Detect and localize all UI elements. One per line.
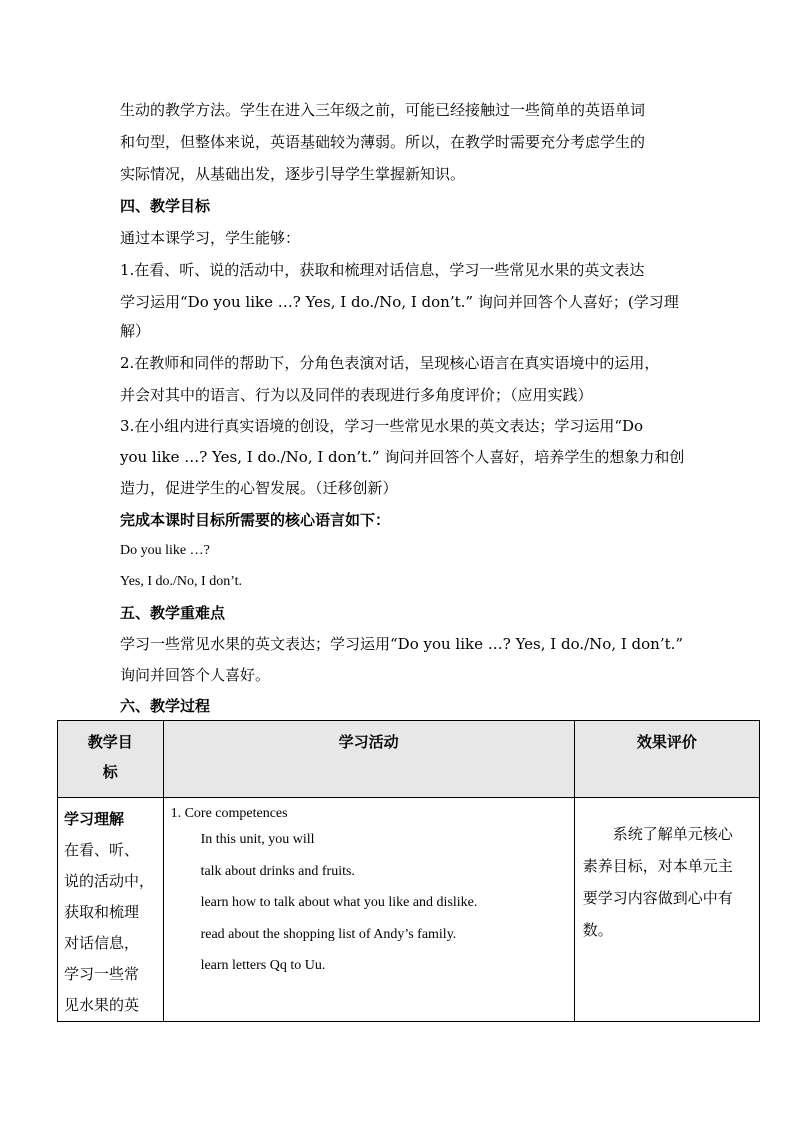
evaluation-line: 要学习内容做到心中有 (582, 889, 733, 907)
paragraph-line: 生动的教学方法。学生在进入三年级之前，可能已经接触过一些简单的英语单词 (120, 101, 646, 119)
section-heading-focus: 五、教学重难点 (120, 604, 226, 622)
header-cell-goal (58, 721, 164, 798)
activity-line: talk about drinks and fruits. (200, 863, 355, 879)
paragraph-line: 实际情况，从基础出发，逐步引导学生掌握新知识。 (120, 165, 466, 183)
goal-cell-line: 学习一些常 (64, 965, 140, 983)
header-goal-line: 标 (102, 763, 118, 781)
core-language-answer: Yes, I do./No, I don’t. (120, 574, 242, 589)
goal-3-line: 3.在小组内进行真实语境的创设，学习一些常见水果的英文表达；学习运用“Do (120, 417, 644, 435)
activity-line: learn how to talk about what you like and dislike. (200, 895, 478, 910)
section-heading-goals: 四、教学目标 (120, 197, 211, 215)
goal-cell-line: 获取和梳理 (64, 903, 140, 921)
goal-1-line: 学习运用“Do you like …? Yes, I do./No, I don’t.” 询问并回答个人喜好；(学习理 (120, 293, 679, 311)
table-header-row (58, 721, 760, 798)
goal-cell-line: 见水果的英 (64, 996, 140, 1014)
goals-intro: 通过本课学习，学生能够： (120, 229, 301, 247)
core-language-heading: 完成本课时目标所需要的核心语言如下： (120, 511, 391, 529)
activity-line: 1. Core competences (170, 806, 288, 821)
goal-1-line: 解） (120, 322, 151, 340)
evaluation-line: 数。 (582, 921, 613, 939)
goal-cell-line: 在看、听、 (64, 841, 140, 859)
goal-3-line: you like …? Yes, I do./No, I don’t.” 询问并回答个人喜好，培养学生的想象力和创 (120, 448, 685, 466)
activity-line: In this unit, you will (200, 832, 315, 847)
goal-2-line: 2.在教师和同伴的帮助下，分角色表演对话，呈现核心语言在真实语境中的运用， (120, 354, 660, 372)
activity-cell (163, 798, 574, 1022)
activity-line: read about the shopping list of Andy’s family. (200, 926, 457, 942)
focus-line: 询问并回答个人喜好。 (120, 666, 271, 684)
focus-line: 学习一些常见水果的英文表达；学习运用“Do you like …? Yes, I do./No, I don’t.” (120, 635, 684, 653)
header-goal-line: 教学目 (87, 733, 133, 751)
table-row (58, 798, 760, 1022)
evaluation-line: 素养目标，对本单元主 (582, 857, 733, 875)
paragraph-line: 和句型，但整体来说，英语基础较为薄弱。所以，在教学时需要充分考虑学生的 (120, 133, 646, 151)
goal-1-line: 1.在看、听、说的活动中，获取和梳理对话信息，学习一些常见水果的英文表达 (120, 261, 645, 279)
teaching-process-table (57, 720, 760, 1022)
activity-line: learn letters Qq to Uu. (200, 958, 326, 973)
goal-2-line: 并会对其中的语言、行为以及同伴的表现进行多角度评价；（应用实践） (120, 386, 593, 404)
evaluation-line: 系统了解单元核心 (612, 825, 733, 843)
goal-cell-line: 对话信息， (64, 934, 140, 952)
header-cell-evaluation: 效果评价 (574, 721, 759, 798)
header-cell-activity: 学习活动 (163, 721, 574, 798)
section-heading-process: 六、教学过程 (120, 697, 211, 715)
goal-cell-title: 学习理解 (64, 810, 125, 828)
goal-cell (58, 798, 164, 1022)
goal-cell-line: 说的活动中， (64, 872, 155, 890)
evaluation-cell (574, 798, 759, 1022)
core-language-question: Do you like …? (120, 543, 210, 558)
goal-3-line: 造力，促进学生的心智发展。（迁移创新） (120, 479, 398, 497)
